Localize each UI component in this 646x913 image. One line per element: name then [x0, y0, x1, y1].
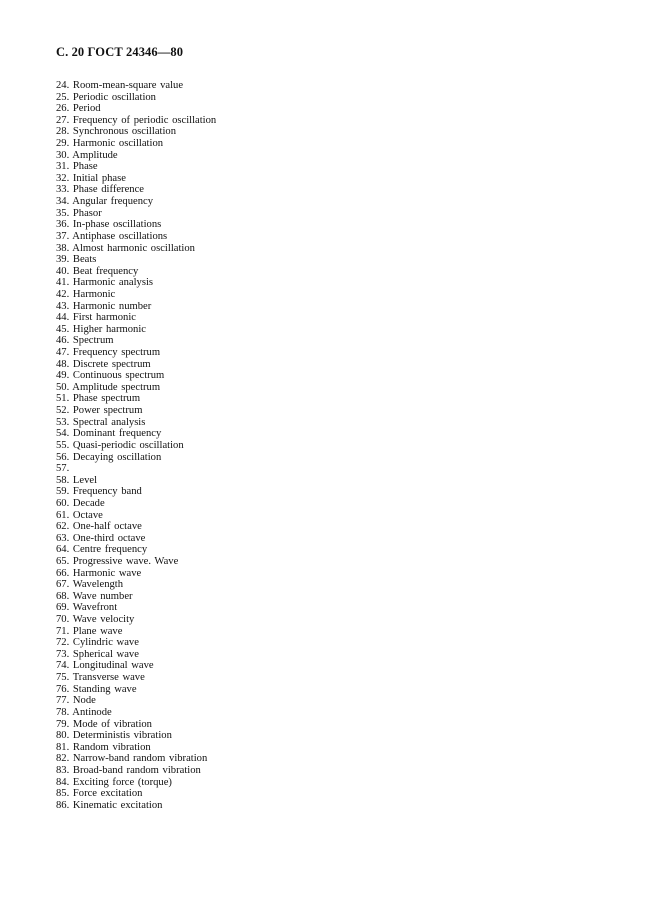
term-item: 29. Harmonic oscillation — [56, 138, 164, 150]
term-item: 40. Beat frequency — [56, 265, 139, 277]
term-item: 72. Cylindric wave — [56, 637, 139, 649]
term-item: 62. One-half octave — [56, 521, 142, 533]
term-item: 84. Exciting force (torque) — [56, 776, 172, 788]
term-item: 80. Deterministis vibration — [56, 730, 172, 742]
term-item: 79. Mode of vibration — [56, 718, 152, 730]
term-list — [56, 80, 216, 811]
term-item: 28. Synchronous oscillation — [56, 126, 176, 138]
term-item: 53. Spectral analysis — [56, 416, 146, 428]
term-item: 59. Frequency band — [56, 486, 142, 498]
term-item: 32. Initial phase — [56, 172, 126, 184]
page-header: С. 20 ГОСТ 24346—80 — [56, 45, 184, 59]
term-item: 50. Amplitude spectrum — [56, 381, 161, 393]
term-item: 27. Frequency of periodic oscillation — [56, 114, 217, 126]
term-item: 45. Higher harmonic — [56, 323, 146, 335]
term-item: 77. Node — [56, 695, 96, 707]
term-item: 54. Dominant frequency — [56, 428, 162, 440]
term-item: 81. Random vibration — [56, 741, 151, 753]
term-item: 63. One-third octave — [56, 532, 146, 544]
term-item: 37. Antiphase oscillations — [56, 230, 168, 242]
term-item: 76. Standing wave — [56, 683, 137, 695]
term-item: 38. Almost harmonic oscillation — [56, 242, 195, 254]
term-item: 83. Broad-band random vibration — [56, 764, 201, 776]
term-item: 30. Amplitude — [56, 149, 118, 161]
term-item: 43. Harmonic number — [56, 300, 152, 312]
term-item: 47. Frequency spectrum — [56, 347, 161, 359]
term-item: 39. Beats — [56, 254, 97, 266]
term-item: 65. Progressive wave. Wave — [56, 555, 179, 567]
term-item: 51. Phase spectrum — [56, 393, 141, 405]
term-item: 35. Phasor — [56, 207, 102, 219]
term-item: 49. Continuous spectrum — [56, 370, 165, 382]
term-item: 26. Period — [56, 103, 101, 115]
term-item: 42. Harmonic — [56, 288, 116, 300]
term-item: 78. Antinode — [56, 706, 112, 718]
term-item: 52. Power spectrum — [56, 405, 143, 417]
term-item: 69. Wavefront — [56, 602, 118, 614]
term-item: 64. Centre frequency — [56, 544, 148, 556]
term-item: 58. Level — [56, 474, 98, 486]
term-item: 46. Spectrum — [56, 335, 114, 347]
term-item: 34. Angular frequency — [56, 196, 154, 208]
term-item: 48. Discrete spectrum — [56, 358, 151, 370]
term-item: 66. Harmonic wave — [56, 567, 142, 579]
term-item: 75. Transverse wave — [56, 672, 145, 684]
term-item: 57. — [56, 463, 70, 475]
term-item: 60. Decade — [56, 497, 105, 509]
term-item: 56. Decaying oscillation — [56, 451, 162, 463]
term-item: 67. Wavelength — [56, 579, 124, 591]
term-item: 44. First harmonic — [56, 312, 136, 324]
term-item: 24. Room-mean-square value — [56, 80, 184, 91]
term-item: 71. Plane wave — [56, 625, 123, 637]
term-item: 36. In-phase oscillations — [56, 219, 162, 231]
term-item: 33. Phase difference — [56, 184, 144, 196]
term-item: 61. Octave — [56, 509, 103, 521]
term-item: 85. Force excitation — [56, 788, 143, 800]
term-item: 82. Narrow-band random vibration — [56, 753, 208, 765]
term-item: 55. Quasi-periodic oscillation — [56, 439, 184, 451]
term-item: 73. Spherical wave — [56, 648, 139, 660]
term-item: 74. Longitudinal wave — [56, 660, 154, 672]
term-item: 31. Phase — [56, 161, 98, 173]
term-item: 70. Wave velocity — [56, 614, 135, 626]
term-item: 86. Kinematic excitation — [56, 799, 163, 811]
term-item: 68. Wave number — [56, 590, 133, 602]
term-item: 41. Harmonic analysis — [56, 277, 154, 289]
term-item: 25. Periodic oscillation — [56, 91, 156, 103]
